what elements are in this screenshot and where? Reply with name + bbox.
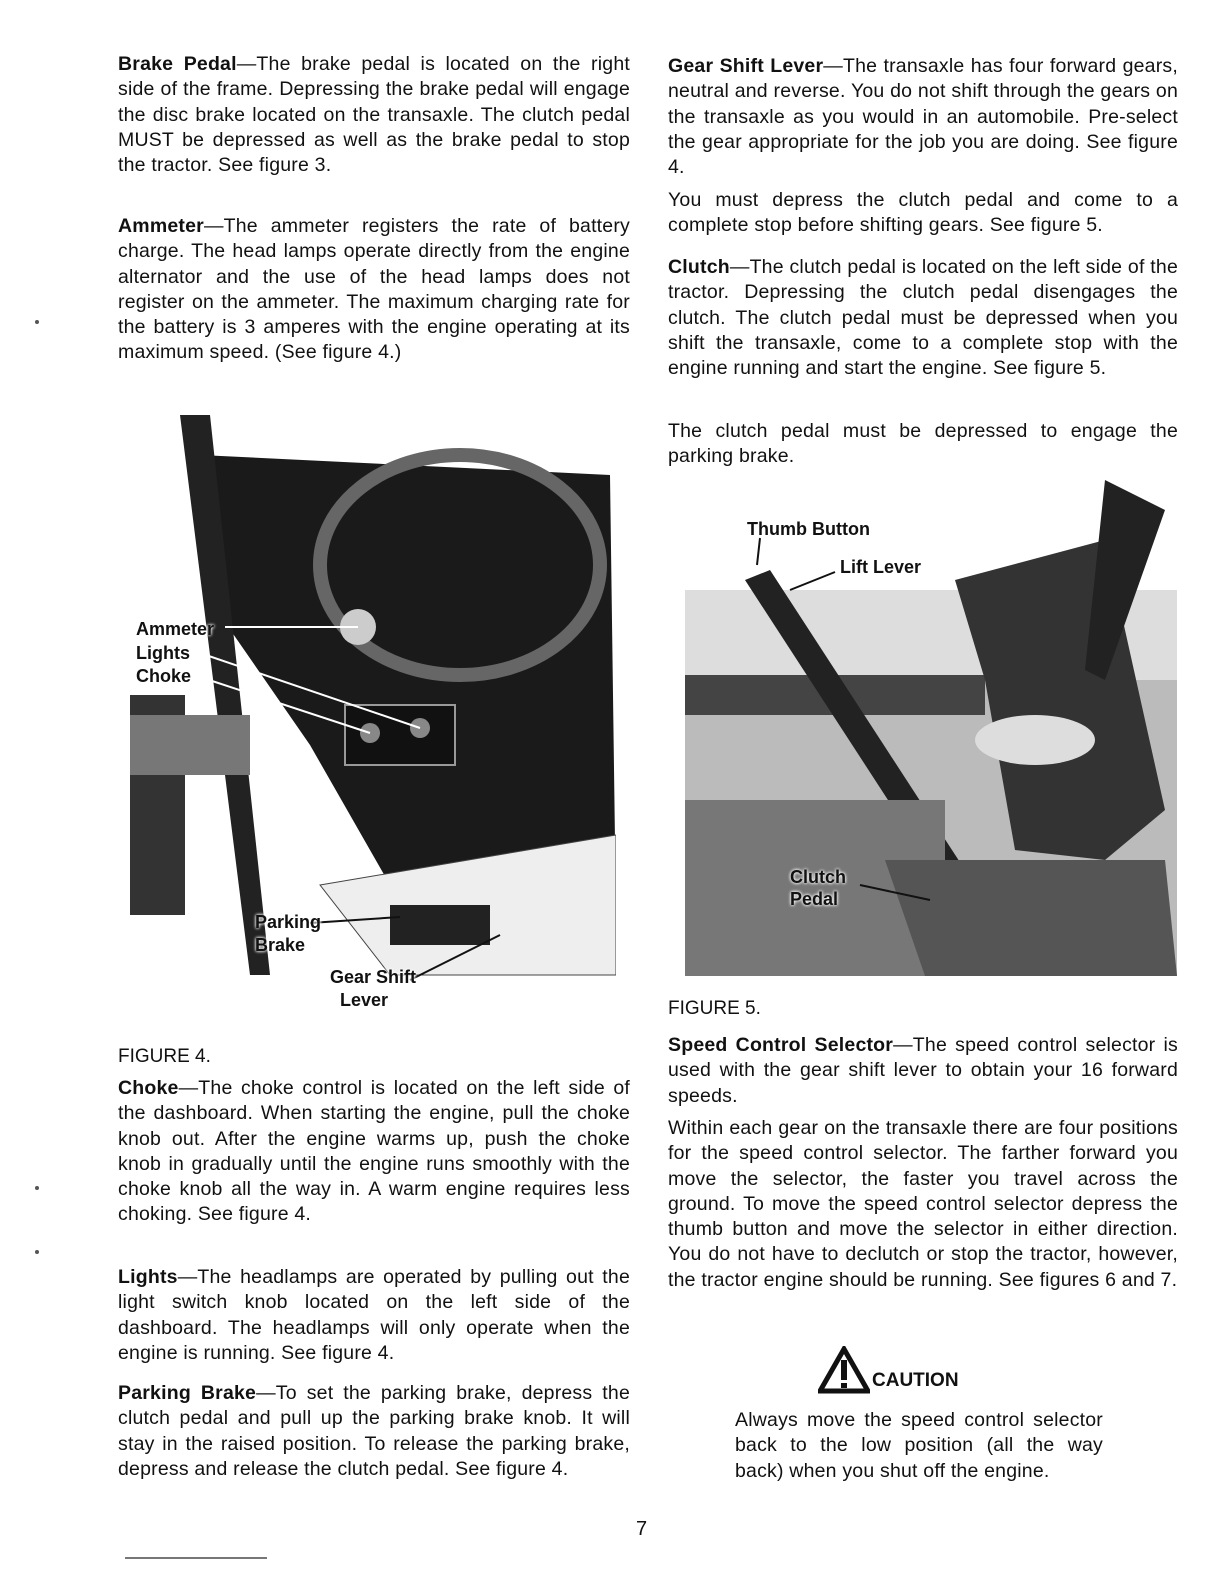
section-heading: Speed Control Selector [668, 1034, 894, 1056]
within-gear-paragraph: Within each gear on the transaxle there are four positions for the speed control selector. The farther forward you move the selector, the faster you travel across the ground. To move the speed control selector depress the thumb button and move the selector in either direction. You do not have to declutch or stop the tractor, however, the tractor engine should be running. See figures 6 and 7. [668, 1117, 1178, 1291]
clutch-paragraph [668, 255, 1178, 381]
clutch-note-paragraph: The clutch pedal must be depressed to engage the parking brake. [668, 420, 1178, 468]
lift-lever-clutch-illustration [685, 480, 1177, 976]
scan-mark [35, 1250, 39, 1254]
paragraph-text: —The clutch pedal is located on the left side of the tractor. Depressing the clutch pedal disengages the clutch. The clutch pedal must be depressed when you shift the transaxle, come to a complete stop with the engine running and start the engine. See figure 5. [668, 256, 1178, 380]
section-heading: Gear Shift Lever [668, 55, 824, 77]
scan-mark [35, 320, 39, 324]
lights-label: Lights [136, 643, 190, 663]
thumb-button-label: Thumb Button [747, 519, 870, 539]
ammeter-label: Ammeter [136, 619, 215, 639]
paragraph-text: —The headlamps are operated by pulling out the light switch knob located on the left side of the dashboard. The headlamps will only operate when the engine is running. See figure 4. [118, 1266, 630, 1364]
page-number: 7 [636, 1518, 648, 1540]
lift-lever-label: Lift Lever [840, 557, 922, 577]
choke-paragraph [118, 1076, 630, 1228]
figure-4-photo [130, 415, 616, 1030]
clutch-label: Clutch [790, 867, 846, 887]
section-heading: Parking Brake [118, 1382, 257, 1404]
footer-rule [125, 1557, 267, 1559]
warning-triangle-icon [818, 1346, 870, 1394]
scan-mark [35, 1186, 39, 1190]
paragraph-text: —The speed control selector is used with the gear shift lever to obtain your 16 forward speeds. [668, 1034, 1178, 1107]
ammeter-paragraph [118, 214, 630, 366]
caution-heading [818, 1346, 959, 1394]
gear-shift-label: Gear Shift [330, 967, 417, 987]
gear-shift-paragraph [668, 54, 1178, 180]
caution-text: Always move the speed control selector back to the low position (all the way back) when you shut off the engine. [735, 1409, 1103, 1482]
parking-brake-paragraph [118, 1381, 630, 1482]
figure-5-caption: FIGURE 5. [668, 998, 761, 1019]
choke-label: Choke [136, 666, 192, 686]
paragraph-text: —The brake pedal is located on the right side of the frame. Depressing the brake pedal will engage the disc brake located on the transaxle. The clutch pedal MUST be depressed as well as the brake pedal to stop the tractor. See figure 3. [118, 53, 630, 177]
paragraph-text: —The ammeter registers the rate of battery charge. The head lamps operate directly from the engine alternator and the use of the head lamps does not register on the ammeter. The maximum charging rate for the battery is 3 amperes with the engine operating at its maximum speed. (See figure 4.) [118, 215, 630, 364]
section-heading: Clutch [668, 256, 730, 278]
section-heading: Brake Pedal [118, 53, 237, 75]
section-heading: Choke [118, 1077, 179, 1099]
brake-label: Brake [255, 935, 306, 955]
brake-pedal-paragraph [118, 52, 630, 178]
paragraph-text: —To set the parking brake, depress the clutch pedal and pull up the parking brake knob. It will stay in the raised position. To release the parking brake, depress and release the clutch pedal. See figure 4. [118, 1382, 630, 1480]
speed-control-paragraph [668, 1033, 1178, 1109]
section-heading: Lights [118, 1266, 178, 1288]
section-heading: Ammeter [118, 215, 204, 237]
lights-paragraph [118, 1265, 630, 1366]
depress-note-paragraph: You must depress the clutch pedal and come to a complete stop before shifting gears. See figure 5. [668, 189, 1178, 237]
lever-label: Lever [340, 990, 389, 1010]
pedal-label: Pedal [790, 889, 839, 909]
paragraph-text: —The transaxle has four forward gears, neutral and reverse. You do not shift through the gears on the transaxle as you would in an automobile. Pre-select the gear appropriate for the job you are doing. See figure 4. [668, 55, 1178, 179]
parking-label: Parking [255, 912, 322, 932]
caution-title: CAUTION [872, 1370, 959, 1391]
tractor-dashboard-illustration [130, 415, 616, 1030]
figure-5-photo [685, 480, 1177, 976]
figure-4-caption: FIGURE 4. [118, 1046, 211, 1067]
paragraph-text: —The choke control is located on the left side of the dashboard. When starting the engine, pull the choke knob out. After the engine warms up, push the choke knob in gradually until the engine runs smoothly with the choke knob all the way in. A warm engine requires less choking. See figure 4. [118, 1077, 630, 1226]
